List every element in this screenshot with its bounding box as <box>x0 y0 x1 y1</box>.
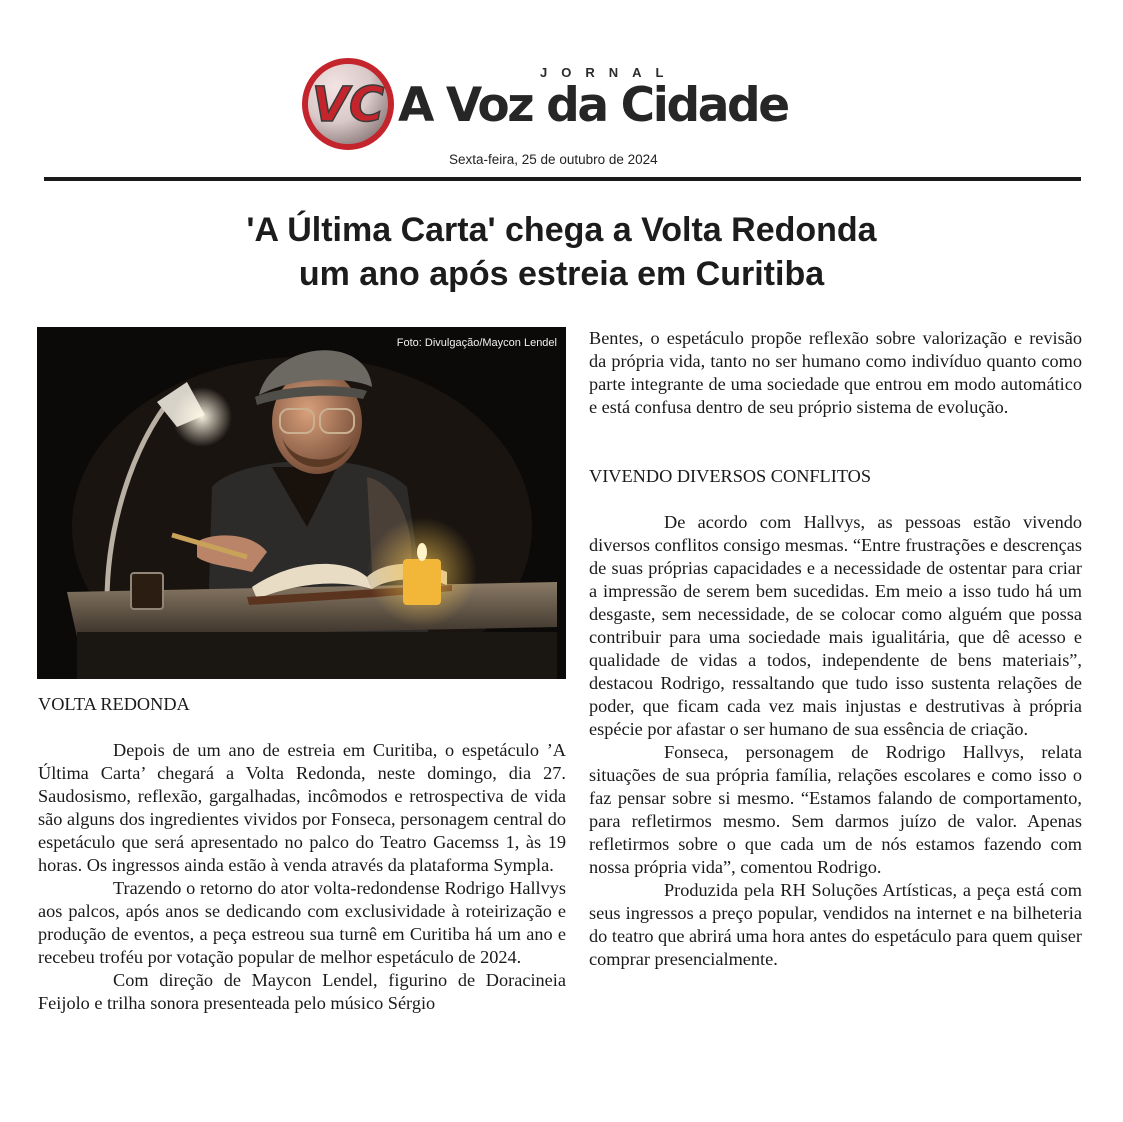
article-paragraph: Trazendo o retorno do ator volta-redondense Rodrigo Hallvys aos palcos, após anos se dedicando com exclusividade à roteirização e produção de eventos, a peça estreou sua turnê em Curitiba há um ano e recebeu troféu por votação popular de melhor espetáculo de 2024. <box>38 878 566 967</box>
newspaper-logo <box>302 58 394 150</box>
article-paragraph: Bentes, o espetáculo propõe reflexão sobre valorização e revisão da própria vida, tanto no ser humano como indivíduo quanto como parte integrante de uma sociedade que entrou em modo automático e está confusa dentro de seu próprio sistema de evolução. <box>589 328 1082 417</box>
section-heading-volta-redonda: VOLTA REDONDA <box>38 694 190 714</box>
header-rule <box>44 177 1081 181</box>
article-paragraph: Fonseca, personagem de Rodrigo Hallvys, relata situações de sua própria família, relações escolares e como isso o faz pensar sobre si mesmo. “Estamos falando de comportamento, para refletirmos mesmo. Sem darmos juízo de valor. Apenas refletirmos sobre o que cada um de nós estamos fazendo com nossa própria vida”, comentou Rodrigo. <box>589 742 1082 877</box>
headline-line-1: 'A Última Carta' chega a Volta Redonda <box>246 211 877 249</box>
article-column-left <box>38 693 566 1015</box>
svg-text:VC: VC <box>311 77 385 133</box>
article-paragraph: De acordo com Hallvys, as pessoas estão vivendo diversos conflitos consigo mesmas. “Entre frustrações e descrenças de suas próprias capacidades e a necessidade de ostentar para criar a impressão de serem bem sucedidas. Em meio a isso tudo há um desgaste, sem necessidade, de se colocar como alguém que possa contribuir para uma sociedade mais igualitária, que dê acesso e qualidade de vidas a todos, independente de bens materiais”, destacou Rodrigo, ressaltando que tudo isso sustenta relações de poder, que ficam cada vez mais injustas e destrutivas à própria espécie por afastar o ser humano de sua essência de criação. <box>589 512 1082 739</box>
brand-name: A Voz da Cidade <box>398 78 788 133</box>
section-heading-conflitos: VIVENDO DIVERSOS CONFLITOS <box>589 466 872 486</box>
article-headline <box>0 208 1123 296</box>
edition-date: Sexta-feira, 25 de outubro de 2024 <box>449 152 658 167</box>
brand-kicker: JORNAL <box>540 65 678 80</box>
article-paragraph: Depois de um ano de estreia em Curitiba, o espetáculo ’A Última Carta’ chegará a Volta Redonda, neste domingo, dia 27. Saudosismo, reflexão, gargalhadas, incômodos e retrospectiva de vida são alguns dos ingredientes vividos por Fonseca, personagem central do espetáculo que será apresentado no palco do Teatro Gacemss 1, às 19 horas. Os ingressos ainda estão à venda através da plataforma Sympla. <box>38 740 566 875</box>
photo-credit: Foto: Divulgação/Maycon Lendel <box>396 337 557 349</box>
article-column-right <box>589 327 1082 971</box>
article-photo <box>37 327 566 679</box>
article-paragraph: Com direção de Maycon Lendel, figurino de Doracineia Feijolo e trilha sonora presenteada pelo músico Sérgio <box>38 970 566 1013</box>
article-paragraph: Produzida pela RH Soluções Artísticas, a peça está com seus ingressos a preço popular, vendidos na internet e na bilheteria do teatro que abrirá uma hora antes do espetáculo para quem quiser comprar presencialmente. <box>589 880 1082 969</box>
headline-line-2: um ano após estreia em Curitiba <box>298 255 825 293</box>
masthead <box>0 0 1123 185</box>
